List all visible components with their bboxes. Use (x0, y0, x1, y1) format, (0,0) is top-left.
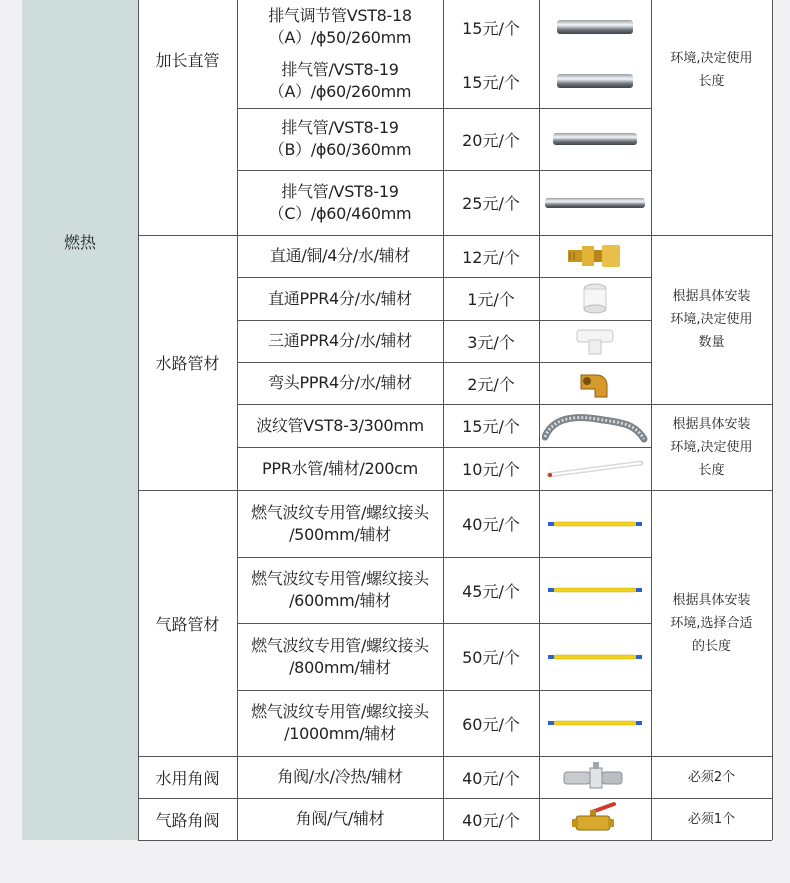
item-name-text: 弯头PPR4分/水/辅材 (268, 373, 412, 392)
item-price-text: 1元/个 (467, 290, 515, 309)
item-image (539, 447, 651, 490)
item-name (237, 170, 443, 235)
item-price (443, 404, 539, 447)
item-name (237, 447, 443, 490)
item-price-text: 50元/个 (462, 648, 520, 667)
item-image (539, 320, 651, 362)
item-price (443, 320, 539, 362)
item-image (539, 690, 651, 756)
item-price-text: 25元/个 (462, 194, 520, 213)
subcategory-label-text: 加长直管 (155, 50, 220, 70)
item-name-text: 排气管/VST8-19 （B）/ϕ60/360mm (268, 118, 412, 159)
item-note (651, 756, 772, 798)
elbow-fitting-icon (577, 367, 613, 399)
item-price-text: 20元/个 (462, 130, 520, 150)
item-name-text: 燃气波纹专用管/螺纹接头 /1000mm/辅材 (251, 702, 429, 743)
item-name-text: 角阀/气/辅材 (295, 809, 385, 828)
ppr-water-pipe-icon (545, 459, 645, 479)
item-note (651, 404, 772, 490)
ppr-tee-fitting-icon (575, 326, 615, 356)
item-image (539, 362, 651, 404)
item-note (651, 798, 772, 840)
item-price (443, 690, 539, 756)
item-price-text: 40元/个 (462, 768, 520, 788)
item-note-text: 根据具体安装 环境,决定使用 长度 (670, 416, 753, 478)
item-name-text: 燃气波纹专用管/螺纹接头 /600mm/辅材 (251, 569, 429, 610)
item-note-text: 必须1个 (687, 811, 736, 827)
item-price (443, 108, 539, 170)
item-name-text: 排气管/VST8-19 （C）/ϕ60/460mm (268, 181, 412, 223)
item-name (237, 362, 443, 404)
item-price-text: 40元/个 (462, 810, 520, 830)
subcategory-label (138, 756, 237, 798)
item-name (237, 756, 443, 798)
item-price (443, 798, 539, 840)
item-name-text: 三通PPR4分/水/辅材 (268, 331, 412, 350)
item-name-text: 燃气波纹专用管/螺纹接头 /800mm/辅材 (251, 635, 429, 677)
ppr-straight-fitting-icon (580, 283, 610, 315)
item-price-text: 40元/个 (462, 515, 520, 534)
item-name-text: 直通/铜/4分/水/辅材 (269, 246, 411, 265)
item-name (237, 798, 443, 840)
subcategory-label (138, 0, 237, 118)
item-name (237, 320, 443, 362)
item-image (539, 490, 651, 557)
item-name (237, 404, 443, 447)
gas-ball-valve-icon (570, 800, 620, 838)
subcategory-label-text: 水路管材 (155, 354, 220, 373)
item-name-text: 燃气波纹专用管/螺纹接头 /500mm/辅材 (251, 502, 429, 544)
subcategory-label (138, 798, 237, 840)
item-name (237, 108, 443, 170)
item-price-text: 15元/个 (462, 72, 520, 92)
item-price-text: 2元/个 (467, 374, 515, 394)
item-name-text: PPR水管/辅材/200cm (262, 458, 418, 478)
item-price-text: 45元/个 (462, 581, 520, 601)
item-name (237, 557, 443, 623)
item-name-text: 角阀/水/冷热/辅材 (277, 767, 403, 786)
item-image (539, 756, 651, 798)
item-image (539, 54, 651, 108)
brass-connector-icon (566, 241, 624, 271)
corrugated-hose-icon (542, 409, 648, 443)
item-price-text: 60元/个 (462, 714, 520, 734)
item-price (443, 170, 539, 235)
yellow-gas-hose-icon (548, 518, 642, 530)
item-price (443, 277, 539, 320)
item-name-text: 直通PPR4分/水/辅材 (268, 288, 412, 308)
item-image (539, 0, 651, 54)
item-price-text: 15元/个 (462, 18, 520, 38)
item-price-text: 12元/个 (462, 247, 520, 267)
item-note-text: 根据具体安装 环境,选择合适 的长度 (670, 592, 753, 654)
item-name (237, 690, 443, 756)
item-name-text: 排气调节管VST8-18 （A）/ϕ50/260mm (268, 6, 412, 47)
item-image (539, 623, 651, 690)
item-price (443, 362, 539, 404)
subcategory-label-text: 气路管材 (155, 614, 220, 634)
item-image (539, 798, 651, 840)
item-price (443, 447, 539, 490)
exhaust-pipe-short-icon (555, 70, 635, 92)
item-price (443, 235, 539, 277)
item-note (651, 235, 772, 404)
yellow-gas-hose-icon (548, 651, 642, 663)
exhaust-pipe-short-icon (555, 16, 635, 38)
item-price-text: 10元/个 (462, 460, 520, 479)
item-price-text: 15元/个 (462, 417, 520, 436)
item-price (443, 490, 539, 557)
grid-hline (138, 840, 772, 841)
yellow-gas-hose-icon (548, 717, 642, 729)
angle-valve-icon (562, 762, 628, 792)
item-name (237, 277, 443, 320)
item-price (443, 623, 539, 690)
item-name (237, 623, 443, 690)
item-price (443, 756, 539, 798)
item-note-text: 必须2个 (687, 769, 736, 785)
item-name-text: 排气管/VST8-19 （A）/ϕ60/260mm (268, 60, 412, 101)
item-image (539, 277, 651, 320)
subcategory-label-text: 气路角阀 (155, 810, 220, 830)
item-price (443, 557, 539, 623)
item-name (237, 0, 443, 54)
item-price-text: 3元/个 (467, 332, 515, 352)
item-note (651, 0, 772, 140)
item-image (539, 404, 651, 447)
item-note-text: 环境,决定使用 长度 (670, 51, 753, 89)
item-name (237, 54, 443, 108)
item-image (539, 170, 651, 235)
item-name (237, 490, 443, 557)
item-name (237, 235, 443, 277)
subcategory-label-text: 水用角阀 (155, 768, 220, 788)
item-note-text: 根据具体安装 环境,决定使用 数量 (670, 289, 753, 350)
yellow-gas-hose-icon (548, 584, 642, 596)
item-price (443, 0, 539, 54)
grid-vline (772, 0, 773, 840)
item-image (539, 108, 651, 170)
item-note (651, 490, 772, 756)
item-price (443, 54, 539, 108)
subcategory-label (138, 235, 237, 490)
item-image (539, 557, 651, 623)
item-image (539, 235, 651, 277)
subcategory-label (138, 490, 237, 756)
exhaust-pipe-long-icon (543, 194, 647, 212)
item-name-text: 波纹管VST8-3/300mm (256, 415, 424, 435)
category-label: 燃热 (63, 232, 96, 252)
exhaust-pipe-medium-icon (551, 129, 639, 149)
